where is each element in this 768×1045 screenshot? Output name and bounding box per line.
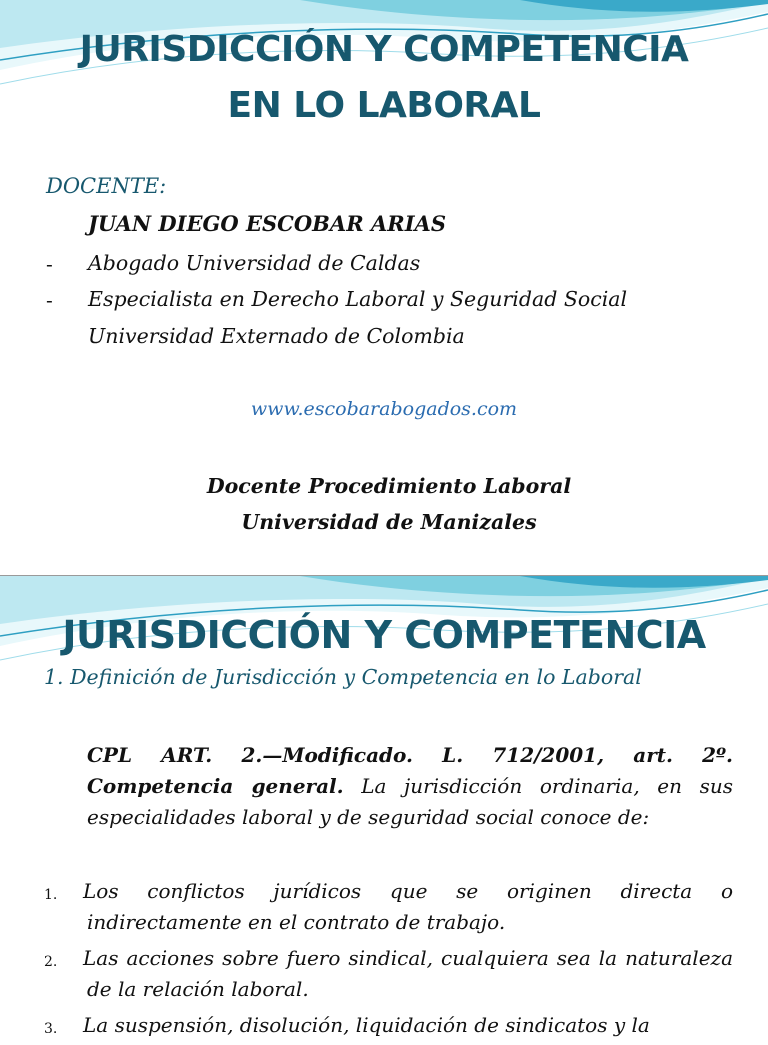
list-item: [44, 876, 733, 938]
credential-item: Universidad Externado de Colombia: [88, 324, 465, 348]
slide-2-title: JURISDICCIÓN Y COMPETENCIA: [62, 613, 706, 657]
list-item-number: 1.: [44, 887, 58, 903]
position-line-2: Universidad de Manizales: [241, 510, 537, 534]
website-link[interactable]: www.escobarabogados.com: [250, 398, 518, 420]
credential-item: Especialista en Derecho Laboral y Seguridad Social: [88, 287, 628, 311]
section-subtitle: 1. Definición de Jurisdicción y Competencia en lo Laboral: [44, 665, 642, 689]
title-line-2: EN LO LABORAL: [227, 85, 541, 126]
title-line-1: JURISDICCIÓN Y COMPETENCIA: [79, 29, 689, 70]
list-item: [44, 943, 733, 1005]
list-item-text: Los conflictos jurídicos que se originen directa o indirectamente en el contrato de trabajo.: [83, 879, 733, 934]
position-line-1: Docente Procedimiento Laboral: [206, 474, 572, 498]
article-heading: CPL ART. 2.—Modificado. L. 712/2001, art. 2º. Competencia general.: [87, 743, 733, 798]
credential-bullet: -: [46, 288, 53, 312]
article-body: La jurisdicción ordinaria, en sus especialidades laboral y de seguridad social conoce de:: [87, 774, 733, 829]
credential-bullet: -: [46, 252, 53, 276]
docente-label: DOCENTE:: [46, 174, 167, 198]
list-item-number: 2.: [44, 954, 58, 970]
docente-name: JUAN DIEGO ESCOBAR ARIAS: [88, 211, 446, 236]
list-item-number: 3.: [44, 1021, 58, 1037]
credential-item: Abogado Universidad de Caldas: [88, 251, 421, 275]
article-paragraph: [87, 740, 733, 833]
list-item-text: La suspensión, disolución, liquidación de sindicatos y la: [83, 1013, 650, 1037]
list-item-text: Las acciones sobre fuero sindical, cualquiera sea la naturaleza de la relación laboral.: [83, 946, 733, 1001]
list-item: [44, 1010, 733, 1041]
slide-1-title: [0, 22, 768, 134]
